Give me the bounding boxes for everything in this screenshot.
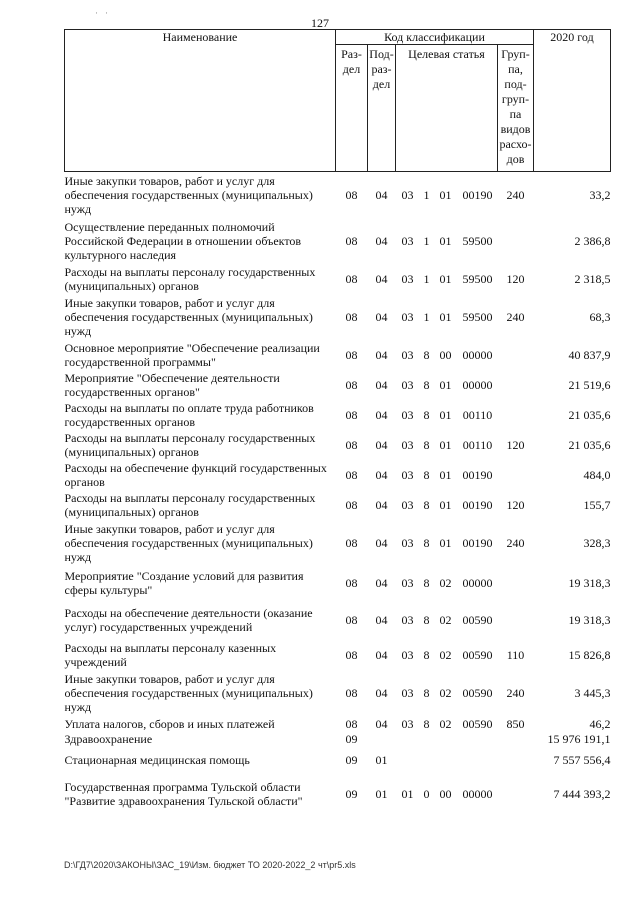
- row-code-c1: 03: [401, 685, 414, 700]
- row-code-v: [498, 566, 534, 600]
- row-name: Расходы на выплаты персоналу государственных (муниципальных) органов: [64, 430, 316, 459]
- row-code-v: [498, 218, 534, 264]
- row-code-v: 240: [506, 685, 525, 700]
- row-code-p: 04: [375, 187, 388, 202]
- row-code-r: 08: [345, 271, 358, 286]
- row-name: Расходы на выплаты персоналу государственных (муниципальных) органов: [64, 264, 316, 293]
- row-code-c1: 03: [401, 347, 414, 362]
- row-code-c2: 1: [423, 271, 430, 286]
- row-code-c1: 03: [401, 309, 414, 324]
- table-row: [65, 264, 611, 294]
- row-code-p: 04: [375, 535, 388, 550]
- header-code-group: Код классификации: [336, 30, 534, 45]
- row-code-v: [498, 746, 534, 774]
- row-code-c4: 00590: [462, 647, 493, 662]
- row-code-r: 08: [345, 612, 358, 627]
- row-code-c3: [434, 746, 458, 774]
- row-code-p: 04: [375, 612, 388, 627]
- table-row: [65, 490, 611, 520]
- row-code-r: 08: [345, 685, 358, 700]
- row-code-v: [498, 460, 534, 490]
- row-code-c4: 00190: [462, 497, 493, 512]
- row-code-p: 01: [375, 786, 388, 801]
- row-code-c3: 01: [439, 271, 452, 286]
- row-code-c4: 00590: [462, 685, 493, 700]
- row-code-p: 01: [375, 752, 388, 767]
- row-code-c3: 01: [439, 467, 452, 482]
- row-code-v: [498, 774, 534, 814]
- row-name: Мероприятие "Обеспечение деятельности государственных органов": [64, 370, 280, 399]
- row-code-v: [498, 340, 534, 370]
- row-amount: 7 444 393,2: [553, 786, 611, 801]
- header-razdel: Раз- дел: [336, 45, 368, 172]
- row-code-r: 09: [345, 731, 358, 746]
- row-code-r: 08: [345, 187, 358, 202]
- row-code-p: 04: [375, 647, 388, 662]
- page-number: 127: [311, 16, 329, 30]
- row-code-r: 09: [345, 786, 358, 801]
- row-code-v: 850: [506, 716, 525, 731]
- row-amount: 33,2: [589, 187, 611, 202]
- row-code-c1: 03: [401, 467, 414, 482]
- row-code-c2: 1: [423, 309, 430, 324]
- table-body: [65, 172, 611, 814]
- row-code-c1: 01: [401, 786, 414, 801]
- row-code-r: 08: [345, 467, 358, 482]
- row-code-r: 08: [345, 407, 358, 422]
- row-code-p: 04: [375, 437, 388, 452]
- row-amount: 40 837,9: [568, 347, 611, 362]
- row-code-c3: 01: [439, 233, 452, 248]
- row-amount: 19 318,3: [568, 612, 611, 627]
- row-code-c2: [420, 746, 434, 774]
- table-row: [65, 566, 611, 600]
- row-code-p: 04: [375, 467, 388, 482]
- row-name: Иные закупки товаров, работ и услуг для обеспечения государственных (муниципальных) нужд: [64, 671, 313, 714]
- row-code-p: [368, 732, 396, 746]
- row-name: Расходы на обеспечение функций государственных органов: [64, 460, 327, 489]
- row-code-c1: [396, 746, 420, 774]
- row-amount: 21 035,6: [568, 407, 611, 422]
- header-name: Наименование: [65, 30, 336, 172]
- table-row: [65, 520, 611, 566]
- row-code-c1: 03: [401, 377, 414, 392]
- row-code-c1: 03: [401, 187, 414, 202]
- row-name: Стационарная медицинская помощь: [64, 752, 250, 767]
- table-row: [65, 732, 611, 746]
- row-code-c2: [420, 732, 434, 746]
- row-name: Иные закупки товаров, работ и услуг для обеспечения государственных (муниципальных) нужд: [64, 295, 313, 338]
- row-code-v: 120: [506, 271, 525, 286]
- table-row: [65, 716, 611, 732]
- row-code-c1: 03: [401, 497, 414, 512]
- row-code-p: 04: [375, 497, 388, 512]
- table-row: [65, 430, 611, 460]
- row-name: Мероприятие "Создание условий для развития сферы культуры": [64, 568, 304, 597]
- row-code-p: 04: [375, 347, 388, 362]
- row-code-v: 120: [506, 497, 525, 512]
- row-amount: 68,3: [589, 309, 611, 324]
- row-code-c4: 00000: [462, 377, 493, 392]
- row-code-c2: 8: [423, 347, 430, 362]
- row-code-v: 110: [506, 647, 525, 662]
- row-code-v: 240: [506, 187, 525, 202]
- header-year: 2020 год: [534, 30, 611, 172]
- row-code-c1: 03: [401, 535, 414, 550]
- row-name: Государственная программа Тульской области "Развитие здравоохранения Тульской области": [64, 779, 303, 808]
- row-code-c2: 8: [423, 575, 430, 590]
- row-code-c2: 1: [423, 187, 430, 202]
- row-code-r: 08: [345, 716, 358, 731]
- row-code-c4: 00190: [462, 467, 493, 482]
- scan-speck: ·: [95, 8, 98, 18]
- row-code-c2: 8: [423, 535, 430, 550]
- row-code-c3: 02: [439, 612, 452, 627]
- row-code-v: [498, 370, 534, 400]
- row-code-c3: 00: [439, 786, 452, 801]
- table-row: [65, 370, 611, 400]
- row-name: Расходы на выплаты персоналу государственных (муниципальных) органов: [64, 490, 316, 519]
- row-code-c3: 02: [439, 716, 452, 731]
- row-code-p: 04: [375, 685, 388, 700]
- row-code-r: 08: [345, 535, 358, 550]
- row-amount: 155,7: [583, 497, 611, 512]
- row-code-v: [498, 732, 534, 746]
- row-code-c2: 8: [423, 467, 430, 482]
- row-code-c2: 8: [423, 647, 430, 662]
- row-amount: 21 519,6: [568, 377, 611, 392]
- row-code-r: 08: [345, 647, 358, 662]
- row-code-c1: 03: [401, 575, 414, 590]
- table-row: [65, 600, 611, 640]
- row-code-c3: [434, 732, 458, 746]
- row-code-v: [498, 600, 534, 640]
- row-amount: 7 557 556,4: [553, 752, 611, 767]
- row-code-p: 04: [375, 377, 388, 392]
- row-amount: 19 318,3: [568, 575, 611, 590]
- scan-speck: ·: [105, 8, 108, 18]
- row-code-r: 08: [345, 575, 358, 590]
- row-code-c4: 00190: [462, 535, 493, 550]
- budget-table: [64, 29, 611, 814]
- table-row: [65, 460, 611, 490]
- row-code-p: 04: [375, 309, 388, 324]
- row-amount: 484,0: [583, 467, 611, 482]
- row-code-c1: 03: [401, 647, 414, 662]
- row-code-c4: 59500: [462, 271, 493, 286]
- row-code-c4: 00110: [462, 407, 493, 422]
- row-code-c3: 01: [439, 437, 452, 452]
- row-code-c1: 03: [401, 612, 414, 627]
- row-code-c4: 59500: [462, 233, 493, 248]
- row-code-c2: 1: [423, 233, 430, 248]
- row-code-c4: 59500: [462, 309, 493, 324]
- row-amount: 2 318,5: [574, 271, 611, 286]
- row-code-r: 08: [345, 497, 358, 512]
- row-code-c2: 8: [423, 685, 430, 700]
- row-code-c4: 00590: [462, 716, 493, 731]
- row-code-p: 04: [375, 233, 388, 248]
- row-code-c1: 03: [401, 437, 414, 452]
- row-name: Расходы на выплаты персоналу казенных учреждений: [64, 640, 277, 669]
- row-code-p: 04: [375, 716, 388, 731]
- row-code-c2: 8: [423, 497, 430, 512]
- row-code-c2: 8: [423, 377, 430, 392]
- row-name: Расходы на обеспечение деятельности (оказание услуг) государственных учреждений: [64, 605, 313, 634]
- row-code-v: 120: [506, 437, 525, 452]
- row-code-c3: 01: [439, 497, 452, 512]
- row-code-c4: [458, 732, 498, 746]
- table-row: [65, 294, 611, 340]
- row-code-c1: [396, 732, 420, 746]
- row-name: Иные закупки товаров, работ и услуг для обеспечения государственных (муниципальных) нужд: [64, 521, 313, 564]
- row-name: Уплата налогов, сборов и иных платежей: [64, 716, 275, 731]
- header-celevaya: Целевая статья: [396, 45, 498, 172]
- row-code-c3: 02: [439, 575, 452, 590]
- row-code-p: 04: [375, 407, 388, 422]
- row-code-c3: 01: [439, 309, 452, 324]
- file-path-footer: D:\ГД7\2020\ЗАКОНЫ\ЗАС_19\Изм. бюджет ТО 2020-2022_2 чт\pr5.xls: [64, 860, 356, 870]
- row-code-r: 08: [345, 347, 358, 362]
- row-code-p: 04: [375, 271, 388, 286]
- row-code-c3: 01: [439, 377, 452, 392]
- row-amount: 328,3: [583, 535, 611, 550]
- row-code-c1: 03: [401, 271, 414, 286]
- row-code-c4: 00000: [462, 575, 493, 590]
- row-amount: 15 826,8: [568, 647, 611, 662]
- row-code-v: [498, 400, 534, 430]
- row-code-c3: 01: [439, 407, 452, 422]
- table-row: [65, 340, 611, 370]
- table-row: [65, 172, 611, 218]
- row-amount: 3 445,3: [574, 685, 611, 700]
- row-code-r: 08: [345, 377, 358, 392]
- table-row: [65, 640, 611, 670]
- row-code-c4: 00110: [462, 437, 493, 452]
- row-code-v: 240: [506, 535, 525, 550]
- header-podrazdel: Под- раз- дел: [368, 45, 396, 172]
- row-code-c2: 8: [423, 437, 430, 452]
- row-code-c1: 03: [401, 407, 414, 422]
- table-row: [65, 746, 611, 774]
- row-code-r: 08: [345, 437, 358, 452]
- row-code-c3: 02: [439, 685, 452, 700]
- row-code-p: 04: [375, 575, 388, 590]
- row-code-r: 09: [345, 752, 358, 767]
- row-code-c3: 02: [439, 647, 452, 662]
- row-code-c2: 8: [423, 407, 430, 422]
- row-code-c3: 00: [439, 347, 452, 362]
- row-code-c3: 01: [439, 187, 452, 202]
- row-code-c4: 00190: [462, 187, 493, 202]
- table-row: [65, 218, 611, 264]
- table-row: [65, 670, 611, 716]
- row-name: Основное мероприятие "Обеспечение реализации государственной программы": [64, 340, 320, 369]
- row-code-c4: 00000: [462, 786, 493, 801]
- row-code-c4: [458, 746, 498, 774]
- row-amount: 21 035,6: [568, 437, 611, 452]
- row-amount: 2 386,8: [574, 233, 611, 248]
- row-code-c4: 00000: [462, 347, 493, 362]
- row-name: Осуществление переданных полномочий Российской Федерации в отношении объектов культурного наследия: [64, 219, 302, 262]
- table-row: [65, 774, 611, 814]
- row-amount: 15 976 191,1: [547, 731, 611, 746]
- row-amount: 46,2: [589, 716, 611, 731]
- row-code-c1: 03: [401, 233, 414, 248]
- row-name: Иные закупки товаров, работ и услуг для обеспечения государственных (муниципальных) нужд: [64, 173, 313, 216]
- row-code-r: 08: [345, 309, 358, 324]
- row-name: Расходы на выплаты по оплате труда работников государственных органов: [64, 400, 314, 429]
- row-code-c2: 8: [423, 612, 430, 627]
- header-gruppa: Груп- па, под- груп- па видов расхо- дов: [498, 45, 534, 172]
- row-code-c4: 00590: [462, 612, 493, 627]
- row-code-c1: 03: [401, 716, 414, 731]
- row-code-r: 08: [345, 233, 358, 248]
- row-name: Здравоохранение: [64, 731, 153, 746]
- row-code-c3: 01: [439, 535, 452, 550]
- row-code-c2: 0: [423, 786, 430, 801]
- row-code-c2: 8: [423, 716, 430, 731]
- table-row: [65, 400, 611, 430]
- row-code-v: 240: [506, 309, 525, 324]
